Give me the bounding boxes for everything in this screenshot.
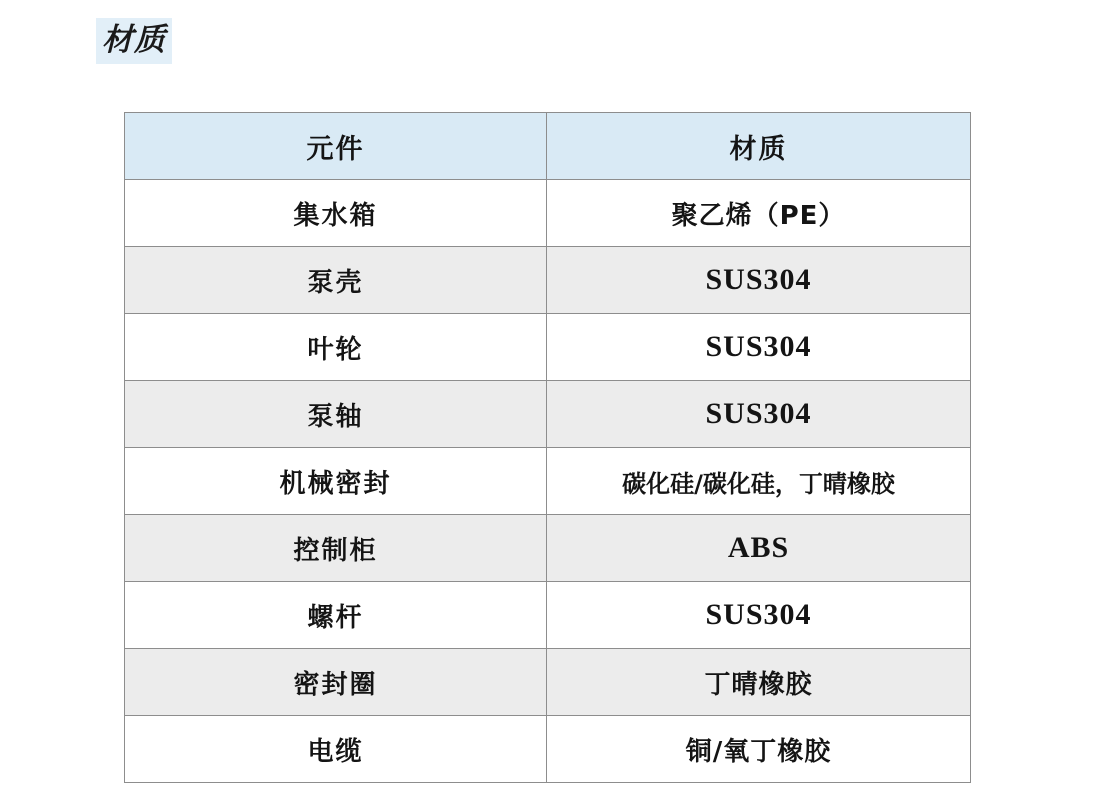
cell-component: 集水箱 bbox=[125, 180, 547, 247]
table-row bbox=[125, 448, 971, 515]
table-row bbox=[125, 515, 971, 582]
table-row bbox=[125, 582, 971, 649]
cell-component: 电缆 bbox=[125, 716, 547, 783]
cell-material: SUS304 bbox=[547, 314, 971, 381]
cell-component: 泵壳 bbox=[125, 247, 547, 314]
cell-material: 聚乙烯（PE） bbox=[547, 180, 971, 247]
table-body bbox=[125, 180, 971, 783]
cell-component: 螺杆 bbox=[125, 582, 547, 649]
material-table-container bbox=[124, 112, 970, 783]
table-header bbox=[125, 113, 971, 180]
cell-component: 叶轮 bbox=[125, 314, 547, 381]
table-row bbox=[125, 716, 971, 783]
cell-component: 机械密封 bbox=[125, 448, 547, 515]
cell-component: 泵轴 bbox=[125, 381, 547, 448]
cell-material: ABS bbox=[547, 515, 971, 582]
table-row bbox=[125, 381, 971, 448]
cell-material: SUS304 bbox=[547, 247, 971, 314]
table-row bbox=[125, 649, 971, 716]
section-title-text: 材质 bbox=[96, 18, 172, 64]
section-heading bbox=[96, 18, 172, 64]
table-row bbox=[125, 247, 971, 314]
material-table bbox=[124, 112, 971, 783]
cell-material: 丁晴橡胶 bbox=[547, 649, 971, 716]
cell-material: SUS304 bbox=[547, 582, 971, 649]
table-header-row bbox=[125, 113, 971, 180]
table-row bbox=[125, 314, 971, 381]
cell-material: 铜/氧丁橡胶 bbox=[547, 716, 971, 783]
cell-material: 碳化硅/碳化硅，丁晴橡胶 bbox=[547, 448, 971, 515]
column-header-component: 元件 bbox=[125, 113, 547, 180]
cell-component: 密封圈 bbox=[125, 649, 547, 716]
cell-component: 控制柜 bbox=[125, 515, 547, 582]
table-row bbox=[125, 180, 971, 247]
cell-material: SUS304 bbox=[547, 381, 971, 448]
column-header-material: 材质 bbox=[547, 113, 971, 180]
